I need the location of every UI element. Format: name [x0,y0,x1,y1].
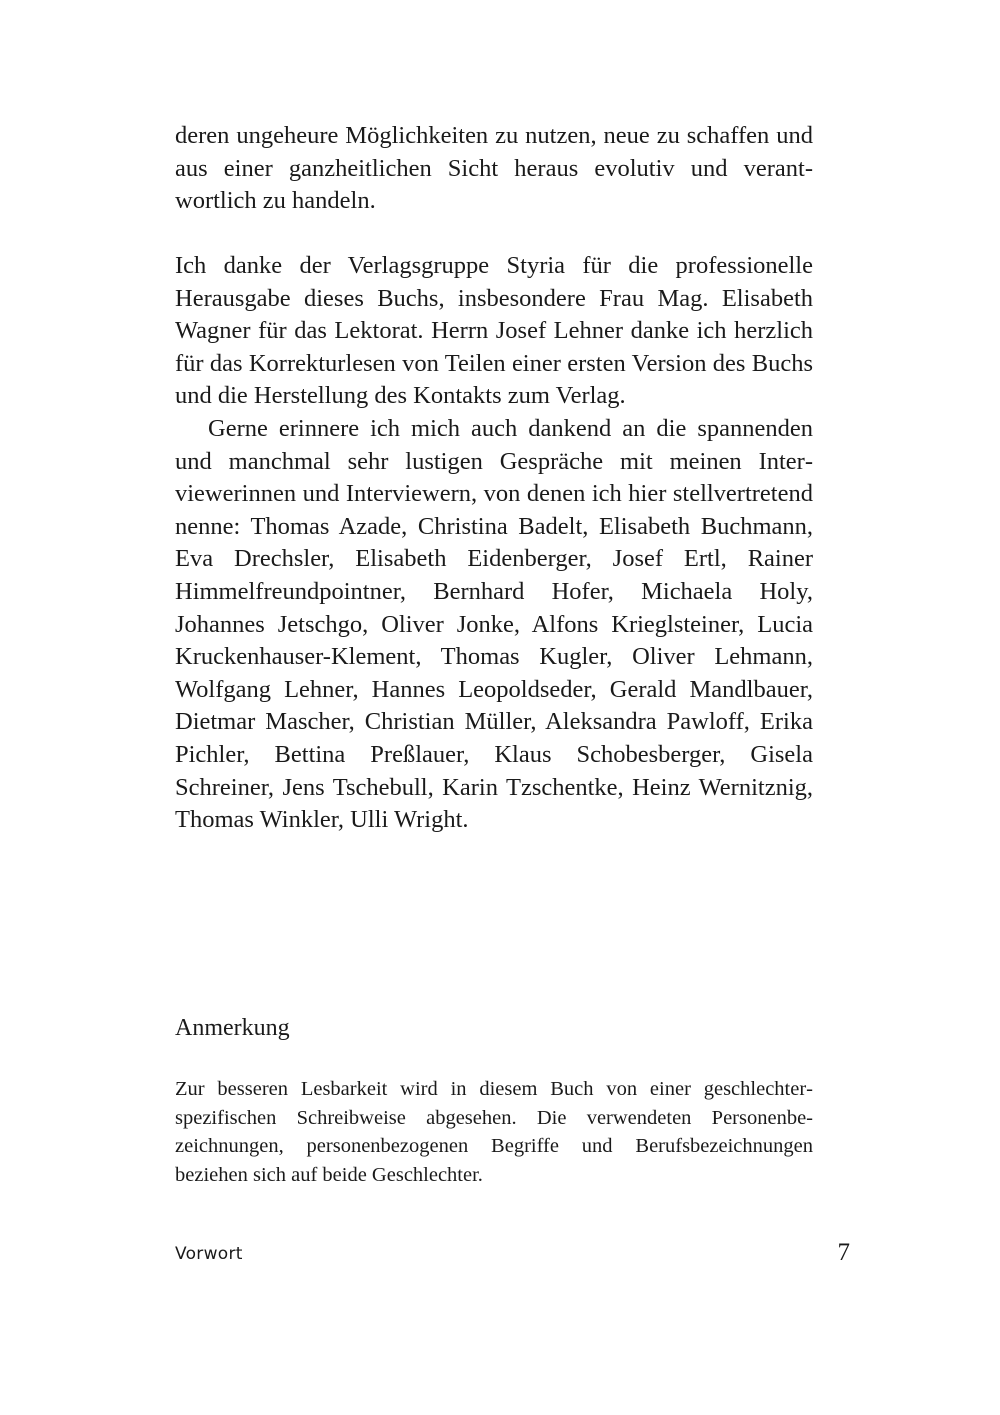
body-text-top [175,120,813,218]
note-heading: Anmerkung [175,1015,290,1041]
body-text-acknowledgements [175,250,813,837]
running-footer-section: Vorwort [175,1244,243,1264]
paragraph-publisher-thanks: Ich danke der Verlagsgruppe Styria für die professionelle Herausgabe dieses Buchs, insbesondere Frau Mag. Elisabeth Wagner für das Lektorat. Herrn Josef Lehner danke ich herzlich für das Korrekturlesen von Teilen einer ersten Version des Buchs und die Herstellung des Kontakts zum Verlag. [175,252,813,410]
note-text: Zur besseren Lesbarkeit wird in diesem Buch von einer geschlechterspezifischen Schreibweise abgesehen. Die verwendeten Personenbezeichnungen, personenbezogenen Begriffe und Berufsbezeichnungen beziehen sich auf beide Geschlechter. [175,1078,813,1186]
page-number: 7 [837,1239,850,1266]
paragraph-continuation: deren ungeheure Möglichkeiten zu nutzen, neue zu schaffen und aus einer ganzheitlichen Sicht heraus evolutiv und verantwortlich zu handeln. [175,122,813,215]
paragraph-interviewer-thanks: Gerne erinnere ich mich auch dankend an die spannenden und manchmal sehr lustigen Gespräche mit meinen Interviewerinnen und Interviewern, von denen ich hier stellvertretend nenne: Thomas Azade, Christina Badelt, Elisabeth Buchmann, Eva Drechsler, Elisabeth Eidenberger, Josef Ertl, Rainer Himmelfreundpointner, Bernhard Hofer, Michaela Holy, Johannes Jetschgo, Oliver Jonke, Alfons Krieglsteiner, Lucia Kruckenhauser-Klement, Thomas Kugler, Oliver Lehmann, Wolfgang Lehner, Hannes Leopoldseder, Gerald Mandlbauer, Dietmar Mascher, Christian Müller, Aleksandra Pawloff, Erika Pichler, Bettina Preßlauer, Klaus Schobesberger, Gisela Schreiner, Jens Tschebull, Karin Tzschentke, Heinz Wernitznig, Thomas Winkler, Ulli Wright. [175,414,813,834]
